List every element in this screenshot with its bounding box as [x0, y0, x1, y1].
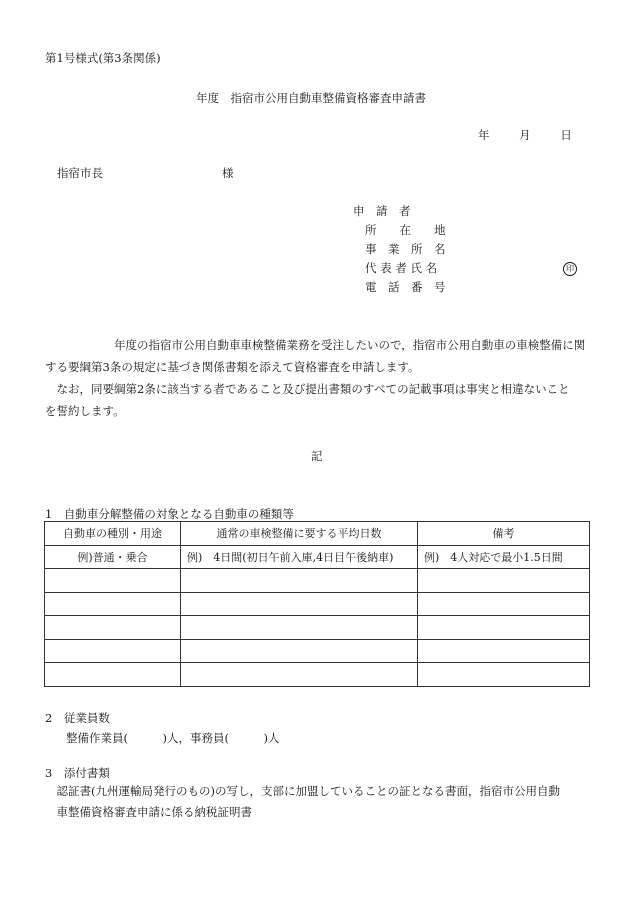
section1-title: 1 自動車分解整備の対象となる自動車の種類等	[45, 507, 294, 521]
date-month: 月	[519, 128, 531, 142]
table-cell[interactable]	[418, 663, 590, 687]
section2-title: 2 従業員数	[45, 711, 110, 725]
applicant-field-phone: 電 話 番 号	[365, 280, 446, 294]
applicant-field-business-name: 事 業 所 名	[365, 242, 446, 256]
table-row	[45, 592, 590, 616]
applicant-field-representative: 代 表 者 氏 名	[365, 261, 438, 275]
table-cell[interactable]	[181, 663, 418, 687]
seal-mark: 印	[563, 262, 577, 276]
table-row	[45, 663, 590, 687]
addressee-honorific: 様	[222, 166, 234, 180]
table-row	[45, 569, 590, 593]
table-cell[interactable]	[418, 569, 590, 593]
employee-count-line: 整備作業員( )人，事務員( )人	[66, 731, 280, 745]
statement-line: を誓約します。	[45, 404, 125, 418]
table-cell[interactable]	[181, 639, 418, 663]
ki-heading: 記	[311, 449, 323, 463]
table-example-row	[45, 545, 590, 569]
form-number: 第1号様式(第3条関係)	[45, 51, 161, 65]
header-vehicle-type: 自動車の種別・用途	[45, 522, 181, 546]
table-cell[interactable]	[45, 569, 181, 593]
date-year: 年	[478, 128, 490, 142]
application-statement	[45, 334, 593, 422]
example-remarks: 例) 4人対応で最小1.5日間	[418, 545, 590, 569]
table-cell[interactable]	[45, 639, 181, 663]
date-line	[478, 130, 572, 142]
table-cell[interactable]	[45, 663, 181, 687]
attachments-line: 車整備資格審査申請に係る納税証明書	[45, 805, 252, 819]
statement-line: なお，同要綱第2条に該当する者であること及び提出書類のすべての記載事項は事実と相違ないこと	[45, 382, 570, 396]
applicant-block	[353, 206, 573, 301]
section3-title: 3 添付書類	[45, 766, 110, 780]
example-average-days: 例) 4日間(初日午前入庫,4日目午後納車)	[181, 545, 418, 569]
table-row	[45, 639, 590, 663]
header-average-days: 通常の車検整備に要する平均日数	[181, 522, 418, 546]
table-cell[interactable]	[418, 592, 590, 616]
table-row	[45, 616, 590, 640]
attachments-text	[45, 781, 593, 823]
table-header-row	[45, 522, 590, 546]
header-remarks: 備考	[418, 522, 590, 546]
applicant-heading: 申 請 者	[353, 204, 411, 218]
table-cell[interactable]	[418, 616, 590, 640]
table-cell[interactable]	[45, 616, 181, 640]
attachments-line: 認証書(九州運輸局発行のもの)の写し，支部に加盟していることの証となる書面，指宿市公用自動	[45, 784, 560, 798]
table-cell[interactable]	[181, 616, 418, 640]
document-title: 年度 指宿市公用自動車整備資格審査申請書	[196, 91, 426, 105]
applicant-field-address: 所 在 地	[365, 223, 446, 237]
date-day: 日	[560, 128, 572, 142]
vehicle-type-table	[44, 521, 590, 687]
statement-line: 年度の指宿市公用自動車車検整備業務を受注したいので，指宿市公用自動車の車検整備に関	[45, 338, 586, 352]
table-cell[interactable]	[418, 639, 590, 663]
table-cell[interactable]	[181, 569, 418, 593]
statement-line: する要綱第3条の規定に基づき関係書類を添えて資格審査を申請します。	[45, 360, 420, 374]
addressee-name: 指宿市長	[57, 166, 103, 180]
example-vehicle-type: 例)普通・乗合	[45, 545, 181, 569]
table-cell[interactable]	[45, 592, 181, 616]
table-cell[interactable]	[181, 592, 418, 616]
